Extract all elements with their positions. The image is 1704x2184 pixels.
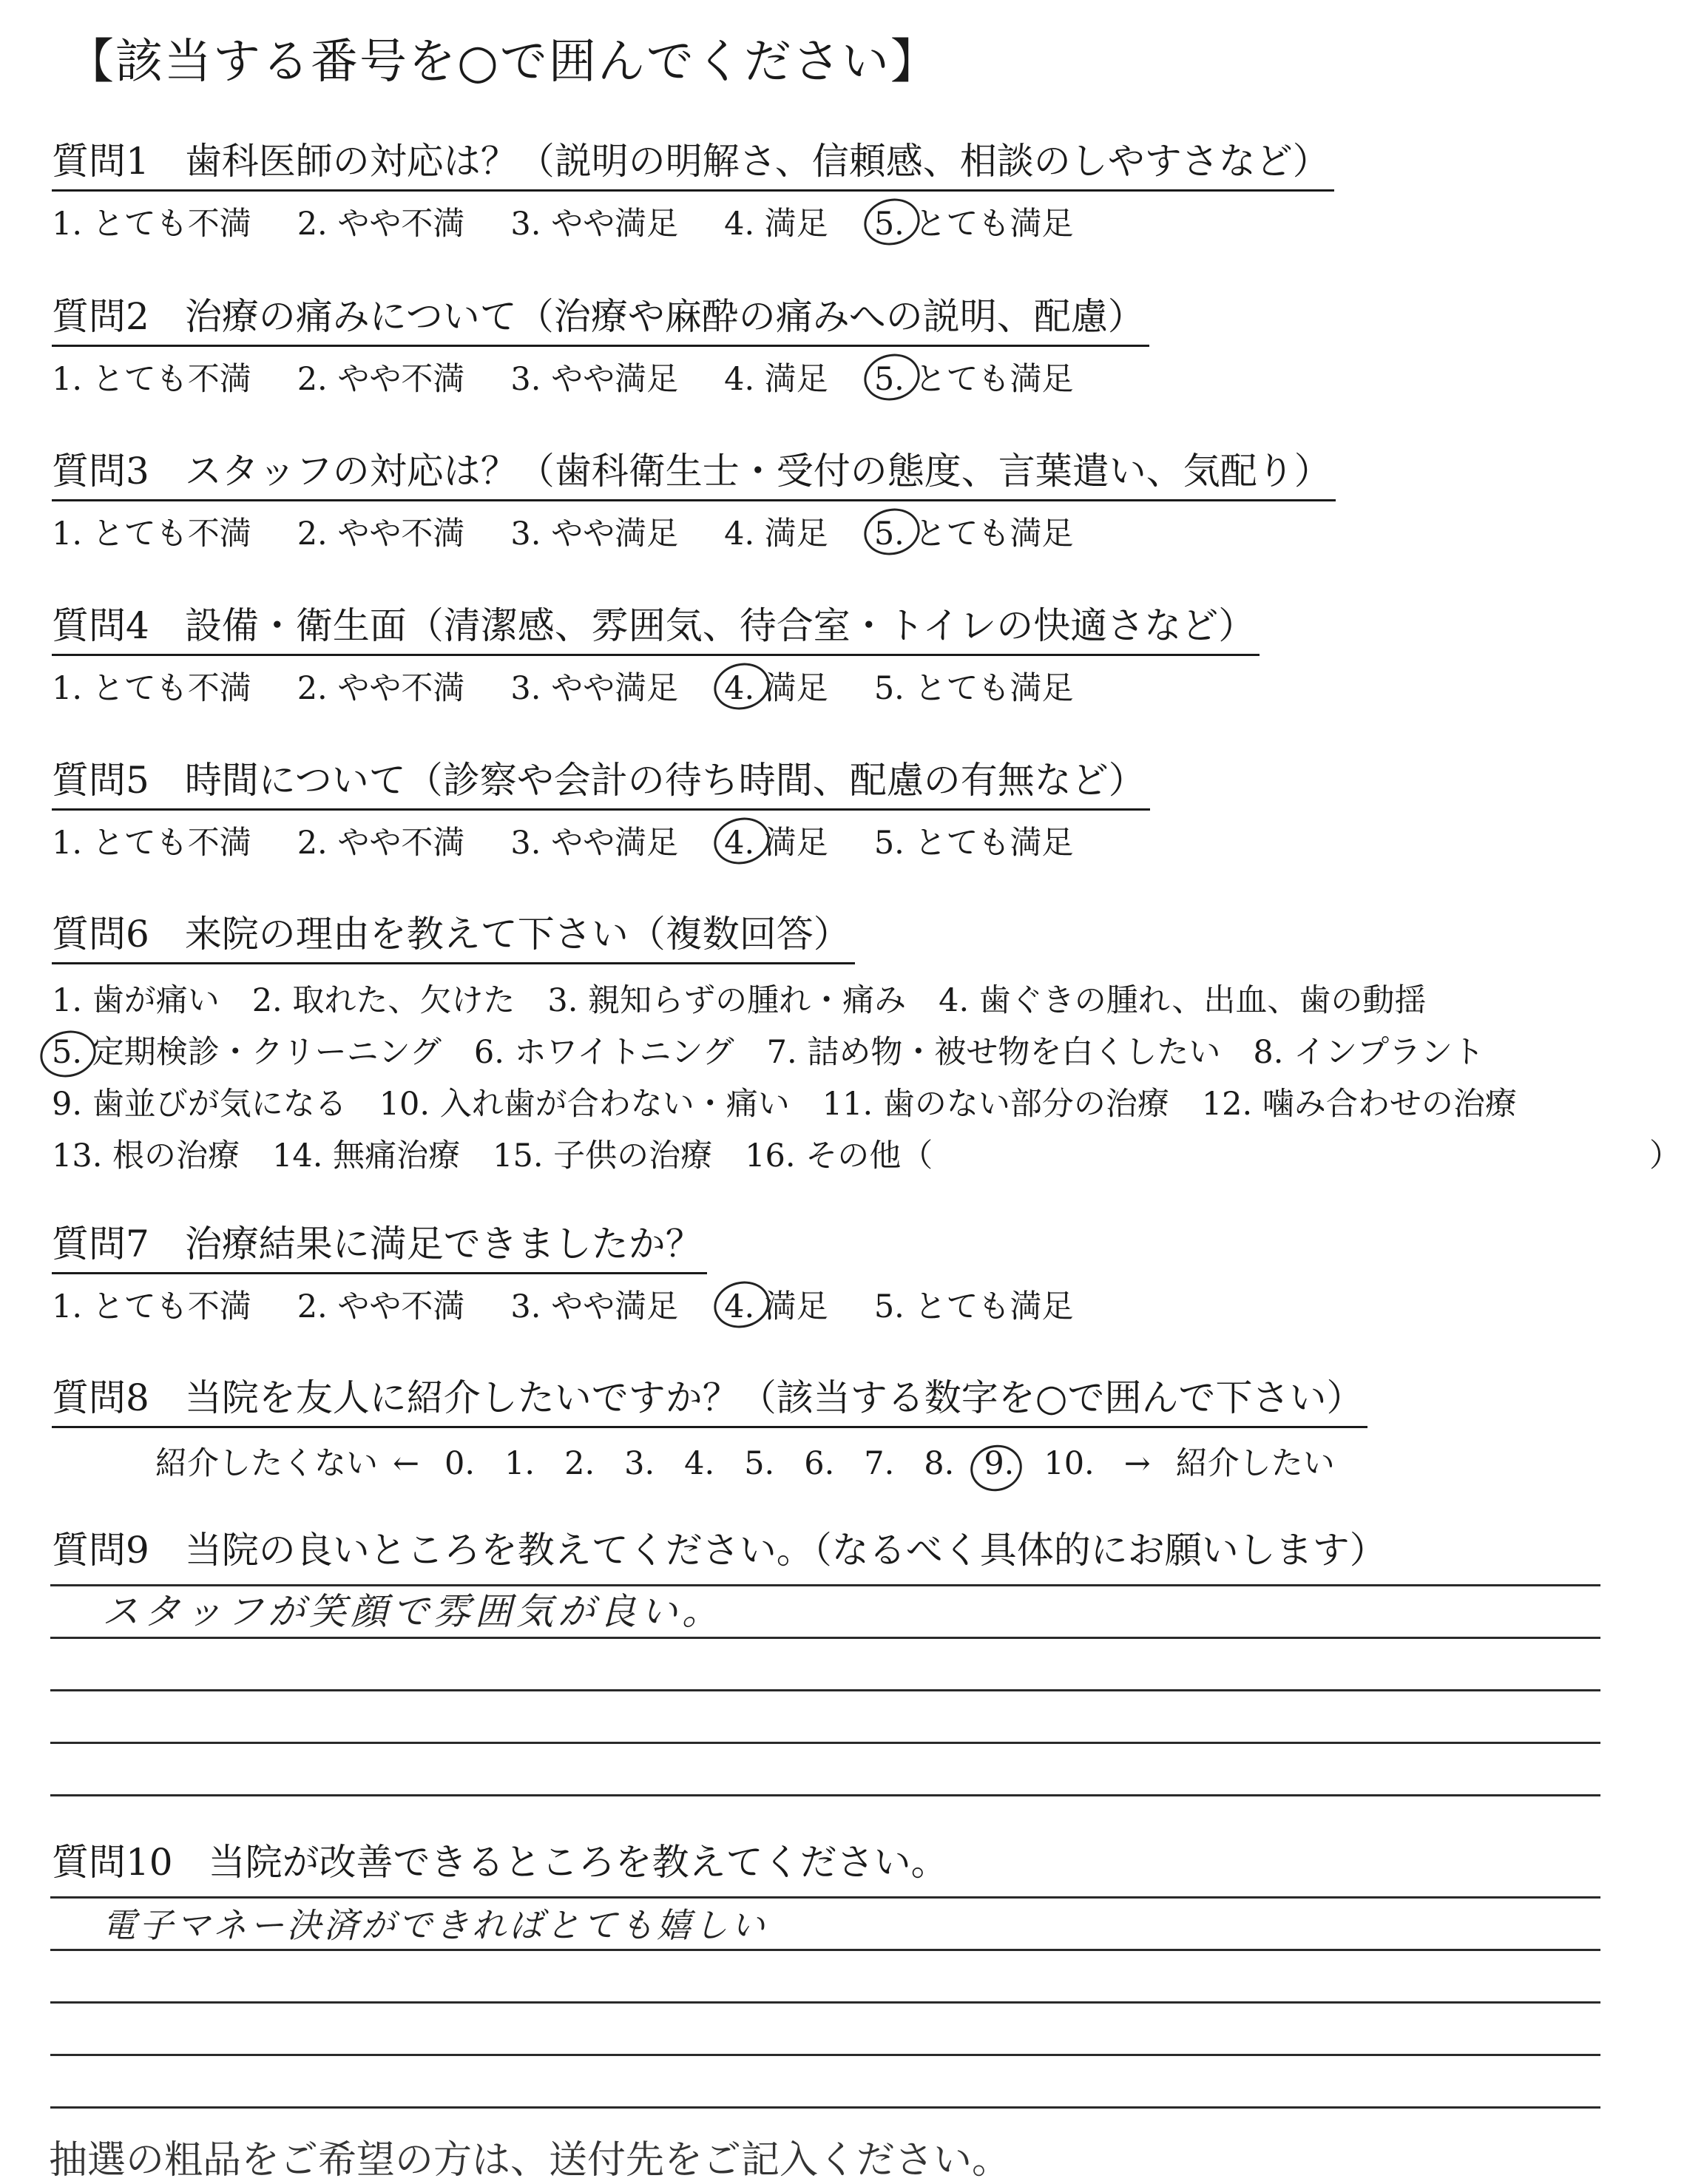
question-number: 質問8 xyxy=(52,1376,149,1419)
option-5[interactable] xyxy=(874,199,1074,244)
question-6 xyxy=(52,905,1681,1182)
question-text: 来院の理由を教えて下さい（複数回答） xyxy=(184,913,851,956)
option-3[interactable]: 3. やや満足 xyxy=(510,361,679,398)
option-4[interactable] xyxy=(724,663,828,709)
option-5[interactable]: 5. とても満足 xyxy=(873,1288,1074,1325)
scale-option-9[interactable] xyxy=(984,1445,1014,1482)
option-label: 4. 満足 xyxy=(724,825,828,862)
question-number: 質問6 xyxy=(52,913,149,956)
option-2[interactable]: 2. やや不満 xyxy=(297,670,465,707)
option-1[interactable]: 1. とても不満 xyxy=(52,515,251,552)
reason-option-4[interactable]: 4. 歯ぐきの腫れ、出血、歯の動揺 xyxy=(939,982,1427,1019)
option-1[interactable]: 1. とても不満 xyxy=(52,825,251,862)
option-2[interactable]: 2. やや不満 xyxy=(297,206,465,243)
option-label: 4. 満足 xyxy=(724,1288,828,1325)
scale-option-8[interactable]: 8. xyxy=(924,1445,955,1482)
reason-option-5[interactable] xyxy=(52,1027,442,1078)
question-1-title xyxy=(52,132,1334,192)
reason-option-12[interactable]: 12. 噛み合わせの治療 xyxy=(1201,1086,1517,1123)
answer-line[interactable] xyxy=(50,2056,1600,2109)
question-3 xyxy=(52,442,1336,554)
scale-option-5[interactable]: 5. xyxy=(744,1445,775,1482)
question-2 xyxy=(52,287,1149,399)
question-text: 歯科医師の対応は？（説明の明解さ、信頼感、相談のしやすさなど） xyxy=(184,140,1330,183)
handwritten-answer: スタッフが笑顔で雰囲気が良い。 xyxy=(102,1590,723,1633)
option-3[interactable]: 3. やや満足 xyxy=(510,515,679,552)
question-3-title xyxy=(52,442,1336,501)
reason-option-7[interactable]: 7. 詰め物・被せ物を白くしたい xyxy=(766,1034,1221,1071)
option-5[interactable] xyxy=(874,509,1074,554)
rating-options xyxy=(52,509,1336,554)
answer-line[interactable] xyxy=(50,1586,1600,1639)
question-text: 当院の良いところを教えてください。（なるべく具体的にお願いします） xyxy=(184,1529,1387,1572)
option-5[interactable]: 5. とても満足 xyxy=(873,825,1074,862)
answer-lines-q9 xyxy=(50,1575,1600,1796)
option-label: 5. とても満足 xyxy=(873,361,1074,398)
other-close-paren: ） xyxy=(1649,1137,1681,1174)
option-2[interactable]: 2. やや不満 xyxy=(297,825,465,862)
option-label: 5. 定期検診・クリーニング xyxy=(52,1034,442,1071)
reason-option-1[interactable]: 1. 歯が痛い xyxy=(52,982,220,1019)
scale-low-label: 紹介したくない xyxy=(155,1445,378,1482)
option-label: 5. とても満足 xyxy=(873,515,1074,552)
question-8-title xyxy=(52,1368,1367,1428)
option-1[interactable]: 1. とても不満 xyxy=(52,670,251,707)
question-7-title xyxy=(52,1214,707,1274)
reason-row xyxy=(52,1027,1549,1078)
question-5-title xyxy=(52,751,1150,811)
option-4[interactable] xyxy=(724,1282,828,1327)
question-text: 設備・衛生面（清潔感、雰囲気、待合室・トイレの快適さなど） xyxy=(184,604,1256,647)
question-4-title xyxy=(52,596,1260,656)
question-6-title xyxy=(52,905,855,964)
option-3[interactable]: 3. やや満足 xyxy=(510,1288,679,1325)
question-text: スタッフの対応は？（歯科衛生士・受付の態度、言葉遣い、気配り） xyxy=(184,450,1331,493)
rating-options xyxy=(52,818,1150,863)
answer-line[interactable] xyxy=(50,1744,1600,1796)
question-number: 質問9 xyxy=(52,1529,149,1572)
scale-option-6[interactable]: 6. xyxy=(804,1445,835,1482)
scale-option-10[interactable]: 10. xyxy=(1044,1445,1095,1482)
question-9 xyxy=(52,1521,1387,1574)
scale-option-4[interactable]: 4. xyxy=(684,1445,715,1482)
recommend-scale xyxy=(155,1438,1367,1484)
option-4[interactable]: 4. 満足 xyxy=(724,515,828,552)
answer-line[interactable] xyxy=(50,2004,1600,2056)
option-1[interactable]: 1. とても不満 xyxy=(52,361,251,398)
question-4 xyxy=(52,596,1260,709)
reason-option-6[interactable]: 6. ホワイトニング xyxy=(473,1034,734,1071)
reason-option-15[interactable]: 15. 子供の治療 xyxy=(493,1137,713,1174)
option-5[interactable] xyxy=(874,354,1074,399)
question-number: 質問5 xyxy=(52,759,149,802)
option-3[interactable]: 3. やや満足 xyxy=(510,206,679,243)
option-label: 9. xyxy=(984,1445,1015,1482)
left-arrow-icon: ← xyxy=(393,1445,420,1482)
option-label: 4. 満足 xyxy=(724,670,828,707)
option-2[interactable]: 2. やや不満 xyxy=(297,515,465,552)
question-number: 質問1 xyxy=(52,140,149,183)
option-4[interactable] xyxy=(724,818,828,863)
option-3[interactable]: 3. やや満足 xyxy=(510,825,679,862)
question-1 xyxy=(52,132,1334,244)
rating-options xyxy=(52,1282,1074,1327)
answer-line[interactable] xyxy=(50,1639,1600,1691)
question-number: 質問7 xyxy=(52,1223,149,1265)
rating-options xyxy=(52,199,1334,244)
reason-row xyxy=(52,1130,1681,1182)
answer-lines-q10 xyxy=(50,1887,1600,2109)
option-2[interactable]: 2. やや不満 xyxy=(297,1288,465,1325)
answer-line[interactable] xyxy=(50,1899,1600,1951)
reason-option-8[interactable]: 8. インプラント xyxy=(1253,1034,1485,1071)
reason-row xyxy=(52,975,1549,1027)
footer-note: 抽選の粗品をご希望の方は、送付先をご記入ください。 xyxy=(49,2138,1011,2183)
answer-line xyxy=(50,1887,1600,1899)
rating-options xyxy=(52,354,1149,399)
scale-high-label: 紹介したい xyxy=(1175,1445,1335,1482)
handwritten-answer: 電子マネー決済ができればとても嬉しい xyxy=(102,1905,768,1945)
page-title: 【該当する番号を○で囲んでください】 xyxy=(67,35,939,89)
rating-options xyxy=(52,663,1260,709)
scale-option-1[interactable]: 1. xyxy=(504,1445,535,1482)
question-number: 質問3 xyxy=(52,450,149,493)
question-number: 質問10 xyxy=(52,1841,173,1884)
question-text: 当院を友人に紹介したいですか？（該当する数字を○で囲んで下さい） xyxy=(184,1376,1364,1419)
option-3[interactable]: 3. やや満足 xyxy=(510,670,679,707)
question-9-title xyxy=(52,1521,1387,1574)
reason-options xyxy=(52,975,1681,1182)
question-10-title xyxy=(52,1833,948,1886)
option-2[interactable]: 2. やや不満 xyxy=(297,361,465,398)
question-8 xyxy=(52,1368,1367,1484)
answer-line[interactable] xyxy=(50,1951,1600,2004)
option-4[interactable]: 4. 満足 xyxy=(724,361,828,398)
question-text: 治療結果に満足できましたか？ xyxy=(184,1223,703,1265)
question-5 xyxy=(52,751,1150,863)
reason-option-14[interactable]: 14. 無痛治療 xyxy=(272,1137,461,1174)
selection-circle xyxy=(966,1439,1027,1496)
question-2-title xyxy=(52,287,1149,347)
right-arrow-icon: → xyxy=(1123,1445,1151,1482)
reason-option-16[interactable]: 16. その他（ xyxy=(745,1137,933,1174)
option-5[interactable]: 5. とても満足 xyxy=(873,670,1074,707)
reason-row xyxy=(52,1078,1549,1130)
reason-option-10[interactable]: 10. 入れ歯が合わない・痛い xyxy=(379,1086,790,1123)
reason-option-9[interactable]: 9. 歯並びが気になる xyxy=(52,1086,347,1123)
option-1[interactable]: 1. とても不満 xyxy=(52,206,251,243)
option-label: 5. とても満足 xyxy=(873,206,1074,243)
reason-option-2[interactable]: 2. 取れた、欠けた xyxy=(251,982,515,1019)
scale-option-7[interactable]: 7. xyxy=(864,1445,895,1482)
question-text: 治療の痛みについて（治療や麻酔の痛みへの説明、配慮） xyxy=(184,295,1145,338)
option-1[interactable]: 1. とても不満 xyxy=(52,1288,251,1325)
question-number: 質問4 xyxy=(52,604,149,647)
question-10 xyxy=(52,1833,948,1886)
question-text: 時間について（診察や会計の待ち時間、配慮の有無など） xyxy=(184,759,1146,802)
answer-line[interactable] xyxy=(50,1691,1600,1744)
reason-option-3[interactable]: 3. 親知らずの腫れ・痛み xyxy=(547,982,907,1019)
question-7 xyxy=(52,1214,1074,1327)
option-4[interactable]: 4. 満足 xyxy=(724,206,828,243)
question-number: 質問2 xyxy=(52,295,149,338)
scale-option-0[interactable]: 0. xyxy=(444,1445,476,1482)
reason-option-11[interactable]: 11. 歯のない部分の治療 xyxy=(822,1086,1169,1123)
scale-option-3[interactable]: 3. xyxy=(624,1445,655,1482)
reason-option-13[interactable]: 13. 根の治療 xyxy=(52,1137,240,1174)
question-text: 当院が改善できるところを教えてください。 xyxy=(208,1841,948,1884)
scale-option-2[interactable]: 2. xyxy=(564,1445,595,1482)
